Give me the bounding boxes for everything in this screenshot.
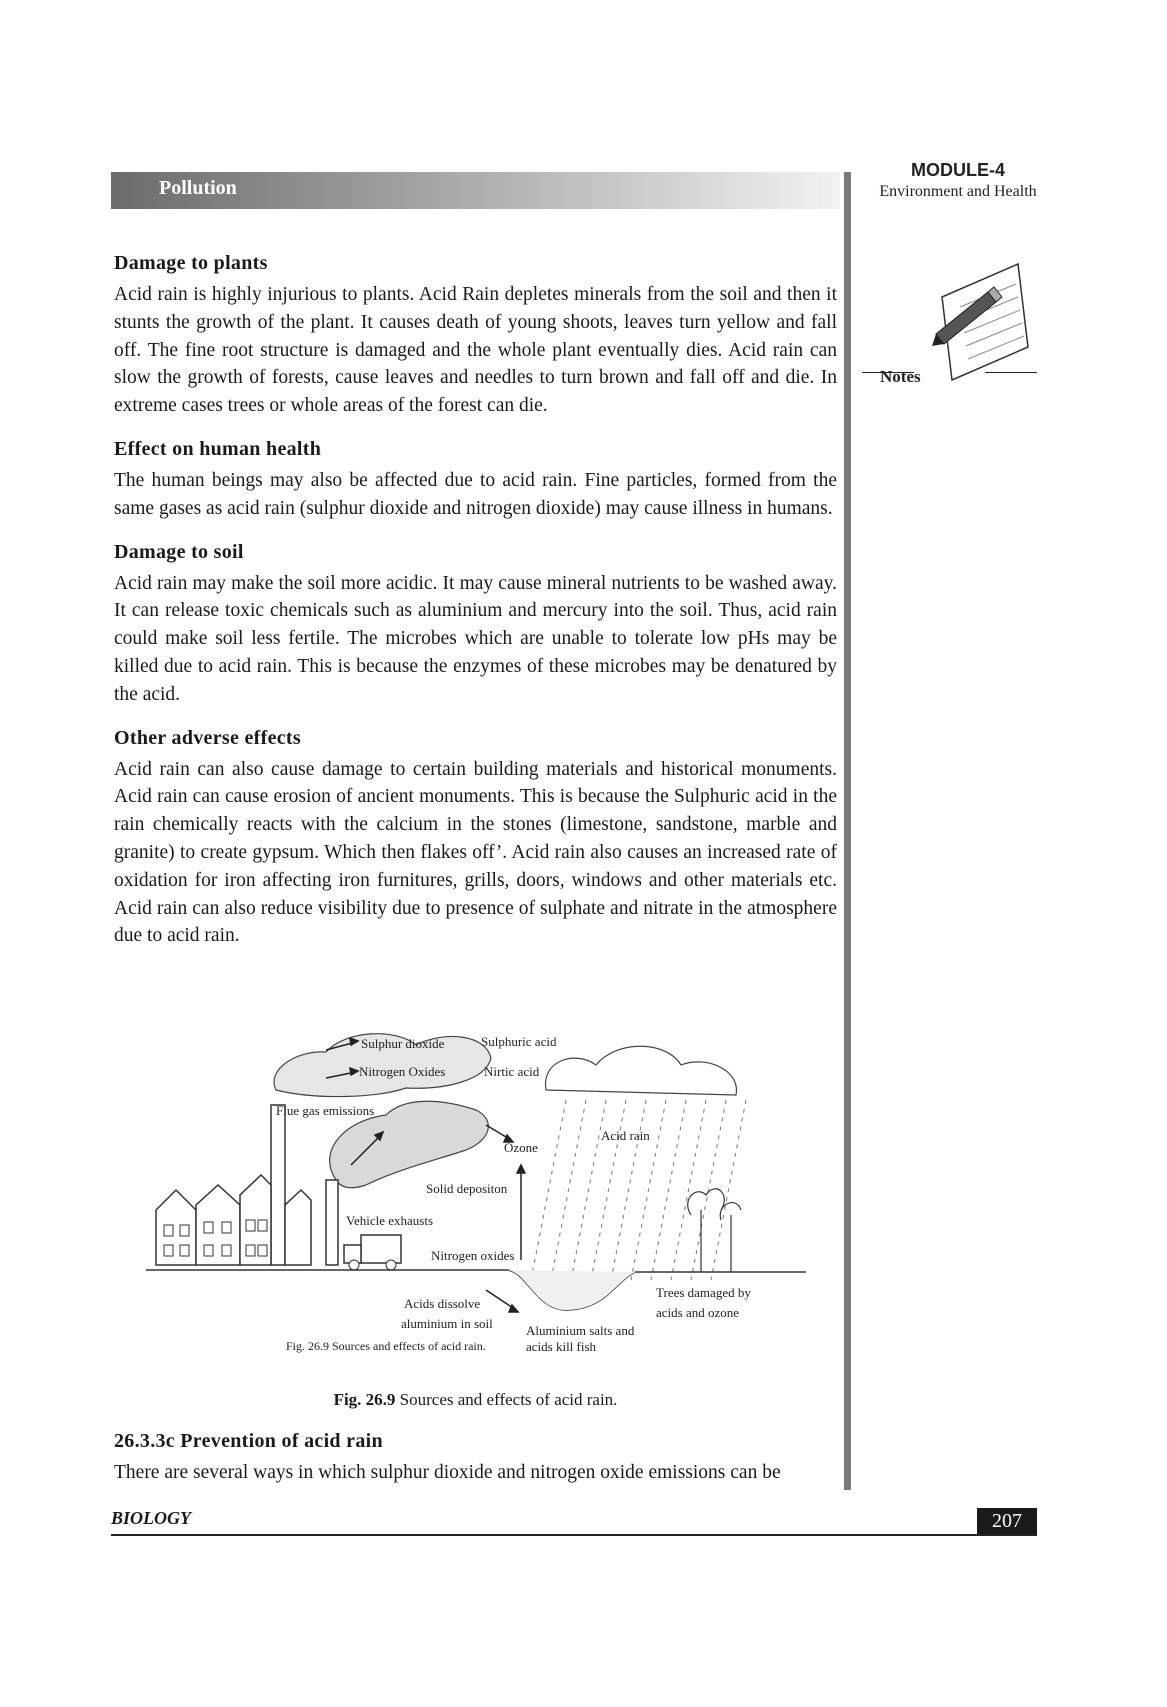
notes-label: Notes	[880, 367, 921, 386]
module-label	[858, 160, 1058, 201]
module-subtitle: Environment and Health	[879, 183, 1037, 200]
section-heading-plants: Damage to plants	[114, 252, 268, 274]
section-text-soil: Acid rain may make the soil more acidic. It may cause mineral nutrients to be washed away. It can release toxic chemicals such as aluminium and mercury into the soil. Thus, acid rain could make soil less fertile. The microbes which are unable to tolerate low pHs may be killed due to acid rain. This is because the enzymes of these microbes may be denatured by the acid.	[114, 572, 837, 705]
module-number: MODULE-4	[911, 160, 1005, 180]
figure-caption-number: Fig. 26.9	[333, 1390, 396, 1409]
section-heading-soil: Damage to soil	[114, 540, 244, 563]
label-vehicle-exhausts: Vehicle exhausts	[346, 1213, 434, 1228]
figure-inner-caption: Fig. 26.9 Sources and effects of acid rain.	[286, 1339, 486, 1353]
label-sulphuric-acid: Sulphuric acid	[481, 1034, 557, 1049]
label-solid-deposition: Solid depositon	[426, 1181, 508, 1196]
section-text-other: Acid rain can also cause damage to certain building materials and historical monuments. Acid rain can cause erosion of ancient monuments. This is because the Sulphuric acid in the rain chemically reacts with the calcium in the stones (limestone, sandstone, marble and granite) to create gypsum. Which then flakes off’. Acid rain also causes an increased rate of oxidation for iron affecting iron furnitures, grills, doors, windows and other materials etc. Acid rain can also reduce visibility due to presence of sulphate and nitrate in the atmosphere due to acid rain.	[114, 758, 837, 947]
page-number: 207	[977, 1508, 1037, 1535]
label-nitrogen-oxides: Nitrogen Oxides	[359, 1064, 446, 1079]
acid-rain-diagram	[146, 1010, 806, 1382]
section-heading-prevention: 26.3.3c Prevention of acid rain	[114, 1430, 383, 1452]
label-trees-2: acids and ozone	[656, 1305, 740, 1320]
section-text-prevention: There are several ways in which sulphur dioxide and nitrogen oxide emissions can be	[114, 1462, 781, 1483]
chapter-title: Pollution	[159, 177, 237, 199]
section-text-health: The human beings may also be affected due to acid rain. Fine particles, formed from the same gases as acid rain (sulphur dioxide and nitrogen dioxide) may cause illness in humans.	[114, 469, 837, 519]
footer-subject: BIOLOGY	[111, 1508, 191, 1528]
footer-rule	[111, 1534, 1037, 1536]
label-trees-1: Trees damaged by	[656, 1285, 751, 1300]
notes-rule-right	[985, 372, 1037, 373]
prevention-section	[114, 1430, 837, 1505]
section-heading-health: Effect on human health	[114, 437, 322, 460]
chapter-header-bar	[111, 172, 840, 209]
label-flue-gas: Flue gas emissions	[276, 1103, 375, 1118]
label-nitrogen-oxides-low: Nitrogen oxides	[431, 1248, 515, 1263]
label-ozone: Ozone	[504, 1140, 538, 1155]
label-aluminium-1: Aluminium salts and	[526, 1323, 635, 1338]
label-sulphur-dioxide: Sulphur dioxide	[361, 1036, 445, 1051]
figure-caption	[114, 1390, 837, 1410]
label-nitric-acid: Nirtic acid	[484, 1064, 540, 1079]
figure-caption-text: Sources and effects of acid rain.	[395, 1390, 618, 1409]
section-text-plants: Acid rain is highly injurious to plants. Acid Rain depletes minerals from the soil and then it stunts the growth of the plant. It causes death of young shoots, leaves turn yellow and fall off. The fine root structure is damaged and the whole plant eventually dies. Acid rain can slow the growth of forests, cause leaves and needles to turn brown and fall off and die. In extreme cases trees or whole areas of the forest can die.	[114, 284, 837, 417]
main-content	[114, 252, 837, 966]
label-acid-rain: Acid rain	[601, 1128, 650, 1143]
margin-divider	[844, 172, 851, 1490]
section-heading-other: Other adverse effects	[114, 726, 301, 749]
label-acids-dissolve-2: aluminium in soil	[401, 1316, 493, 1331]
label-acids-dissolve-1: Acids dissolve	[404, 1296, 481, 1311]
label-aluminium-2: acids kill fish	[526, 1339, 597, 1354]
